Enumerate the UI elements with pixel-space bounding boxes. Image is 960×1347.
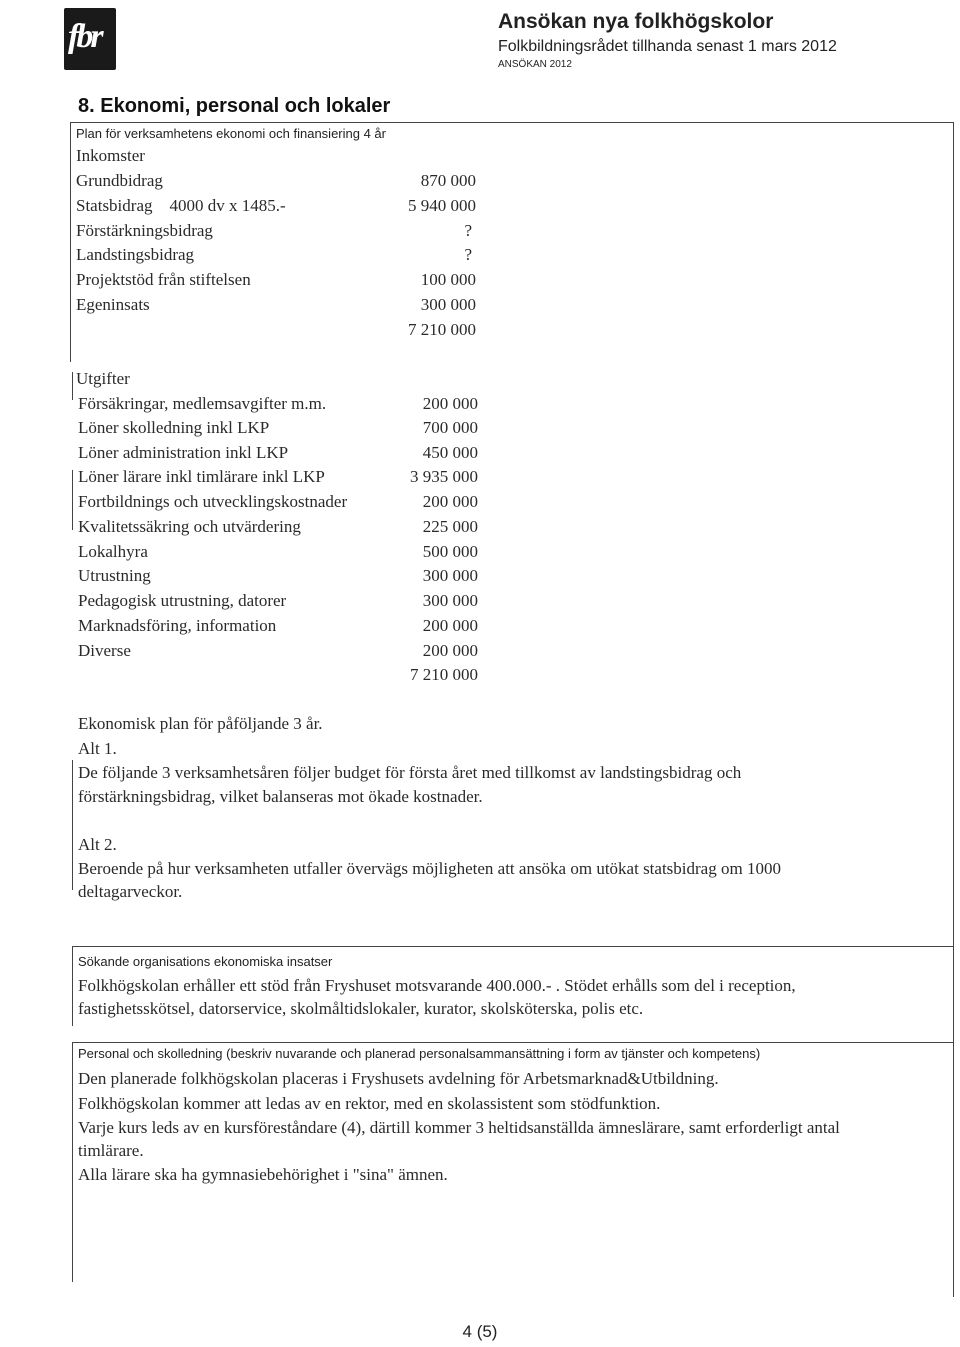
page-number: 4 (5) xyxy=(462,1322,498,1341)
expense-label: Löner administration inkl LKP xyxy=(78,443,289,462)
expense-value: 225 000 xyxy=(422,517,478,536)
insatser-text: Folkhögskolan erhåller ett stöd från Fryshuset motsvarande 400.000.- . Stödet erhålls som del i reception, xyxy=(78,976,796,995)
income-label: Grundbidrag xyxy=(76,171,163,190)
plan-alt2-text: deltagarveckor. xyxy=(78,882,183,901)
expense-value: 700 000 xyxy=(422,418,478,437)
expense-value: 3 935 000 xyxy=(410,467,478,486)
section-title: 8. Ekonomi, personal och lokaler xyxy=(78,95,391,117)
expense-label: Diverse xyxy=(78,641,131,660)
expense-label: Löner lärare inkl timlärare inkl LKP xyxy=(78,467,325,486)
plan-alt1-text: De följande 3 verksamhetsåren följer budget för första året med tillkomst av landstingsbidrag och xyxy=(78,763,742,782)
box-label: Plan för verksamhetens ekonomi och finansiering 4 år xyxy=(76,126,386,141)
plan-alt2-text: Beroende på hur verksamheten utfaller övervägs möjligheten att ansöka om utökat statsbidrag om 1000 xyxy=(78,859,781,878)
divider-line xyxy=(72,1042,954,1043)
income-value: 870 000 xyxy=(420,171,476,190)
expense-value: 450 000 xyxy=(422,443,478,462)
expense-value: 200 000 xyxy=(422,492,478,511)
expense-label: Marknadsföring, information xyxy=(78,616,277,635)
expense-value: 500 000 xyxy=(422,542,478,561)
income-heading: Inkomster xyxy=(76,146,145,165)
income-label: Statsbidrag 4000 dv x 1485.- xyxy=(76,196,286,215)
expense-label: Försäkringar, medlemsavgifter m.m. xyxy=(78,394,327,413)
income-label: Projektstöd från stiftelsen xyxy=(76,270,251,289)
document-subtitle: Folkbildningsrådet tillhanda senast 1 mars 2012 xyxy=(498,38,837,55)
logo-text: fbr xyxy=(68,18,101,55)
insatser-text: fastighetsskötsel, datorservice, skolmåltidslokaler, kurator, skolsköterska, polis etc. xyxy=(78,999,644,1018)
insatser-label: Sökande organisations ekonomiska insatser xyxy=(78,954,333,969)
income-value: ? xyxy=(464,245,472,264)
document-title: Ansökan nya folkhögskolor xyxy=(498,10,774,33)
income-value: 300 000 xyxy=(420,295,476,314)
income-value: 5 940 000 xyxy=(408,196,476,215)
income-value: ? xyxy=(464,221,472,240)
box-left-border xyxy=(72,760,73,890)
personal-text: Varje kurs leds av en kursföreståndare (4), därtill kommer 3 heltidsanställda ämneslärare, samt erforderligt antal xyxy=(78,1118,840,1137)
box-left-border xyxy=(72,372,73,400)
box-left-border xyxy=(72,470,73,530)
box-left-border xyxy=(72,946,73,1026)
expense-value: 200 000 xyxy=(422,394,478,413)
fbr-logo xyxy=(64,8,116,70)
income-label: Förstärkningsbidrag xyxy=(76,221,213,240)
personal-text: Alla lärare ska ha gymnasiebehörighet i "sina" ämnen. xyxy=(78,1165,448,1184)
income-value: 100 000 xyxy=(420,270,476,289)
personal-label: Personal och skolledning (beskriv nuvarande och planerad personalsammansättning i form av tjänster och kompetens) xyxy=(78,1046,761,1061)
expense-value: 300 000 xyxy=(422,591,478,610)
personal-text: Folkhögskolan kommer att ledas av en rektor, med en skolassistent som stödfunktion. xyxy=(78,1094,661,1113)
expense-label: Fortbildnings och utvecklingskostnader xyxy=(78,492,348,511)
box-top-border xyxy=(70,122,954,123)
box-right-border xyxy=(953,122,954,1297)
box-left-border xyxy=(72,1042,73,1282)
personal-text: timlärare. xyxy=(78,1141,144,1160)
box-left-border xyxy=(70,122,71,362)
income-label: Egeninsats xyxy=(76,295,150,314)
expense-label: Löner skolledning inkl LKP xyxy=(78,418,270,437)
income-label: Landstingsbidrag xyxy=(76,245,195,264)
expense-label: Kvalitetssäkring och utvärdering xyxy=(78,517,301,536)
plan-alt1-label: Alt 1. xyxy=(78,739,117,758)
expense-label: Utrustning xyxy=(78,566,151,585)
plan-heading: Ekonomisk plan för påföljande 3 år. xyxy=(78,714,323,733)
plan-alt1-text: förstärkningsbidrag, vilket balanseras mot ökade kostnader. xyxy=(78,787,483,806)
personal-text: Den planerade folkhögskolan placeras i Fryshusets avdelning för Arbetsmarknad&Utbildning. xyxy=(78,1069,719,1088)
divider-line xyxy=(72,946,954,947)
plan-alt2-label: Alt 2. xyxy=(78,835,117,854)
expense-value: 200 000 xyxy=(422,641,478,660)
income-total: 7 210 000 xyxy=(408,320,476,339)
expense-label: Pedagogisk utrustning, datorer xyxy=(78,591,287,610)
document-small-label: ANSÖKAN 2012 xyxy=(498,59,572,70)
expenses-total: 7 210 000 xyxy=(410,665,478,684)
expense-value: 200 000 xyxy=(422,616,478,635)
expense-value: 300 000 xyxy=(422,566,478,585)
expense-label: Lokalhyra xyxy=(78,542,148,561)
expenses-heading: Utgifter xyxy=(76,369,130,388)
